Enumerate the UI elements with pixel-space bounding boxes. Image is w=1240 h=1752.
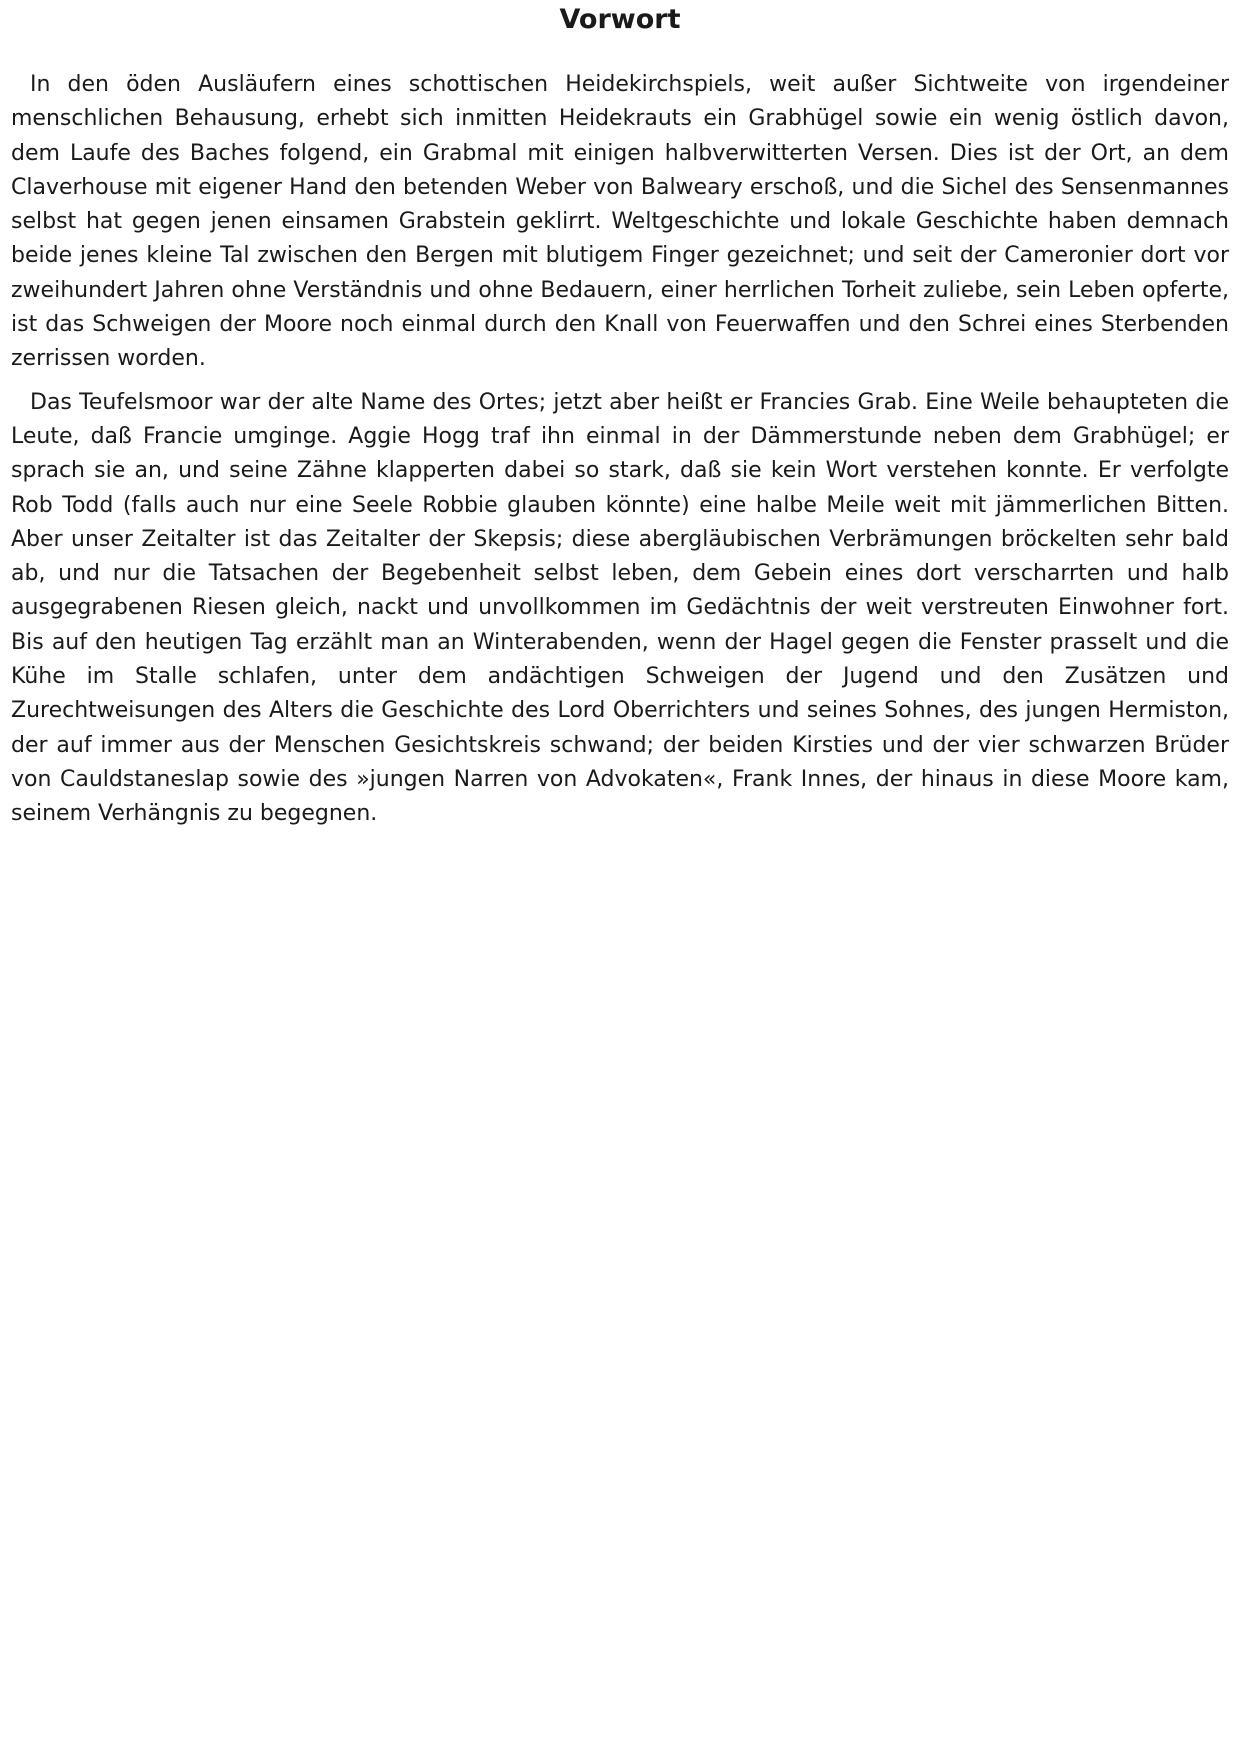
document-page: [11, 0, 1229, 832]
paragraph-1: In den öden Ausläufern eines schottischen Heidekirchspiels, weit außer Sichtweite von irgendeiner menschlichen Behausung, erhebt sich inmitten Heidekrauts ein Grabhügel sowie ein wenig östlich davon, dem Laufe des Baches folgend, ein Grabmal mit einigen halbverwitterten Versen. Dies ist der Ort, an dem Claverhouse mit eigener Hand den betenden Weber von Balweary erschoß, und die Sichel des Sensenmannes selbst hat gegen jenen einsamen Grabstein geklirrt. Weltgeschichte und lokale Geschichte haben demnach beide jenes kleine Tal zwischen den Bergen mit blutigem Finger gezeichnet; und seit der Cameronier dort vor zweihundert Jahren ohne Verständnis und ohne Bedauern, einer herrlichen Torheit zuliebe, sein Leben opferte, ist das Schweigen der Moore noch einmal durch den Knall von Feuerwaffen und den Schrei eines Sterbenden zerrissen worden.: [11, 72, 1229, 372]
paragraph-2: Das Teufelsmoor war der alte Name des Ortes; jetzt aber heißt er Francies Grab. Eine Weile behaupteten die Leute, daß Francie umginge. Aggie Hogg traf ihn einmal in der Dämmerstunde neben dem Grabhügel; er sprach sie an, und seine Zähne klapperten dabei so stark, daß sie kein Wort verstehen konnte. Er verfolgte Rob Todd (falls auch nur eine Seele Robbie glauben könnte) eine halbe Meile weit mit jämmerlichen Bitten. Aber unser Zeitalter ist das Zeitalter der Skepsis; diese abergläubischen Verbrämungen bröckelten sehr bald ab, und nur die Tatsachen der Begebenheit selbst leben, dem Gebein eines dort verscharrten und halb ausgegrabenen Riesen gleich, nackt und unvollkommen im Gedächtnis der weit verstreuten Einwohner fort. Bis auf den heutigen Tag erzählt man an Winterabenden, wenn der Hagel gegen die Fenster prasselt und die Kühe im Stalle schlafen, unter dem andächtigen Schweigen der Jugend und den Zusätzen und Zurechtweisungen des Alters die Geschichte des Lord Oberrichters und seines Sohnes, des jungen Hermiston, der auf immer aus der Menschen Gesichtskreis schwand; der beiden Kirsties und der vier schwarzen Brüder von Cauldstaneslap sowie des »jungen Narren von Advokaten«, Frank Innes, der hinaus in diese Moore kam, seinem Verhängnis zu begegnen.: [11, 389, 1229, 827]
page-title: Vorwort: [559, 4, 681, 35]
